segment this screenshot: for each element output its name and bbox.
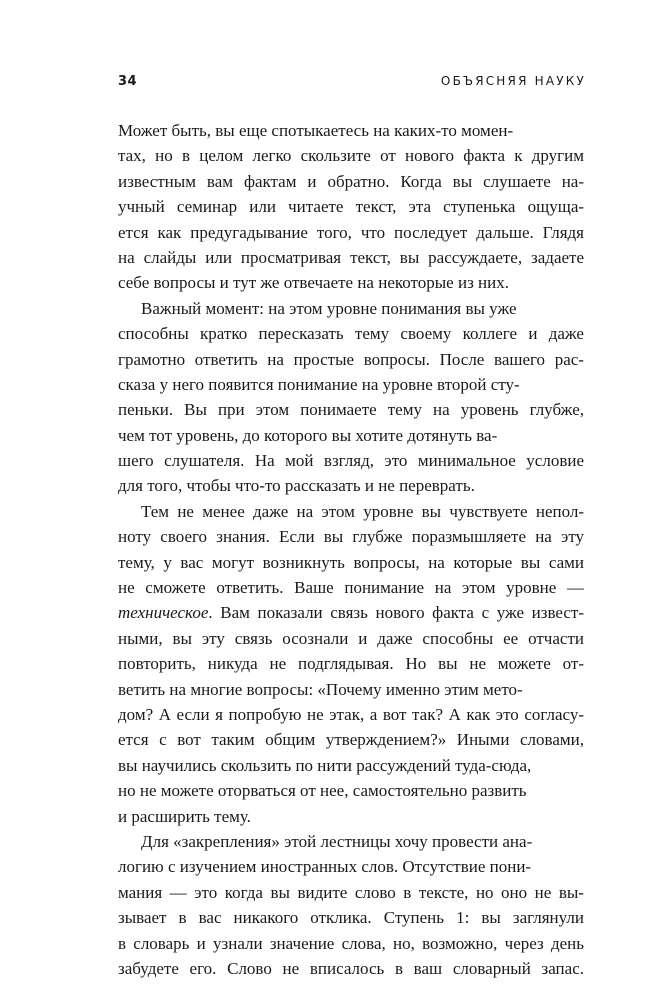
page-header (118, 74, 586, 89)
text-line (118, 347, 584, 372)
text-line (118, 143, 584, 168)
page-number: 34 (118, 74, 138, 89)
line-text: для того, чтобы что-то рассказать и не переврать. (118, 476, 475, 496)
line-text: в словарь и узнали значение слова, но, возможно, через день (118, 933, 585, 953)
line-text: на слайды или просматривая текст, вы рассуждаете, задаете (118, 247, 585, 267)
text-line (118, 245, 584, 270)
line-text: ется как предугадывание того, что последует дальше. Глядя (118, 222, 584, 242)
line-text: чем тот уровень, до которого вы хотите дотянуть ва- (118, 425, 498, 445)
line-text: повторить, никуда не подглядывая. Но вы не можете от- (118, 654, 584, 674)
text-line (118, 499, 584, 524)
line-text: мания — это когда вы видите слово в тексте, но оно не вы- (118, 882, 584, 902)
line-text: но не можете оторваться от нее, самостоятельно развить (118, 781, 527, 801)
text-line (118, 575, 584, 600)
line-text: способны кратко пересказать тему своему коллеге и даже (118, 324, 584, 344)
text-line (118, 220, 584, 245)
text-line (118, 448, 584, 473)
line-text: тему, у вас могут возникнуть вопросы, на которые вы сами (118, 552, 584, 572)
text-line (118, 702, 584, 727)
text-line (118, 727, 584, 752)
text-line (118, 524, 584, 549)
text-line (118, 905, 584, 930)
line-text: грамотно ответить на простые вопросы. После вашего рас- (118, 349, 584, 369)
text-line (118, 804, 584, 829)
line-text: Важный момент: на этом уровне понимания вы уже (141, 298, 517, 318)
line-text: не сможете ответить. Ваше понимание на этом уровне — (118, 578, 584, 598)
text-line (118, 118, 584, 143)
line-text: ется с вот таким общим утверждением?» Иными словами, (118, 730, 584, 750)
line-text: зывает в вас никакого отклика. Ступень 1: вы заглянули (118, 908, 584, 928)
text-line (118, 423, 584, 448)
line-text: Тем не менее даже на этом уровне вы чувствуете непол- (141, 501, 585, 521)
text-line (118, 600, 584, 625)
line-text: учный семинар или читаете текст, эта ступенька ощуща- (118, 197, 585, 217)
text-line (118, 829, 584, 854)
text-line (118, 296, 584, 321)
text-line (118, 550, 584, 575)
text-line (118, 956, 584, 981)
line-text: Может быть, вы еще спотыкаетесь на каких-то момен- (118, 121, 514, 140)
text-line (118, 626, 584, 651)
emphasis: техническое (118, 603, 209, 623)
line-text: тах, но в целом легко скользите от нового факта к другим (118, 146, 585, 166)
line-text: ными, вы эту связь осознали и даже способны ее отчасти (118, 628, 584, 648)
text-line (118, 931, 584, 956)
line-text: себе вопросы и тут же отвечаете на некоторые из них. (118, 273, 509, 293)
line-text: ноту своего знания. Если вы глубже поразмышляете на эту (118, 527, 585, 547)
line-text: ветить на многие вопросы: «Почему именно этим мето- (118, 679, 523, 699)
text-line (118, 677, 584, 702)
text-line (118, 880, 584, 905)
line-text: известным вам фактам и обратно. Когда вы слушаете на- (118, 171, 585, 191)
line-text: и расширить тему. (118, 806, 251, 826)
line-text: шего слушателя. На мой взгляд, это минимальное условие (118, 451, 584, 471)
line-text: дом? А если я попробую не этак, а вот так? А как это согласу- (118, 704, 585, 724)
text-line (118, 473, 584, 498)
running-head: ОБЪЯСНЯЯ НАУКУ (440, 74, 586, 88)
text-line (118, 651, 584, 676)
line-text: вы научились скользить по нити рассуждений туда-сюда, (118, 755, 532, 775)
text-line (118, 778, 584, 803)
line-text: Для «закрепления» этой лестницы хочу провести ана- (141, 831, 533, 851)
text-line (118, 854, 584, 879)
line-text: сказа у него появится понимание на уровне второй сту- (118, 374, 520, 394)
line-text: . Вам показали связь нового факта с уже извест- (208, 603, 585, 623)
line-text: забудете его. Слово не вписалось в ваш словарный запас. (118, 958, 584, 978)
line-text: логию с изучением иностранных слов. Отсутствие пони- (118, 857, 532, 877)
text-line (118, 194, 584, 219)
body-text (118, 118, 584, 981)
text-line (118, 321, 584, 346)
text-line (118, 270, 584, 295)
text-line (118, 169, 584, 194)
text-line (118, 753, 584, 778)
text-line (118, 397, 584, 422)
line-text: пеньки. Вы при этом понимаете тему на уровень глубже, (118, 400, 585, 420)
text-line (118, 372, 584, 397)
